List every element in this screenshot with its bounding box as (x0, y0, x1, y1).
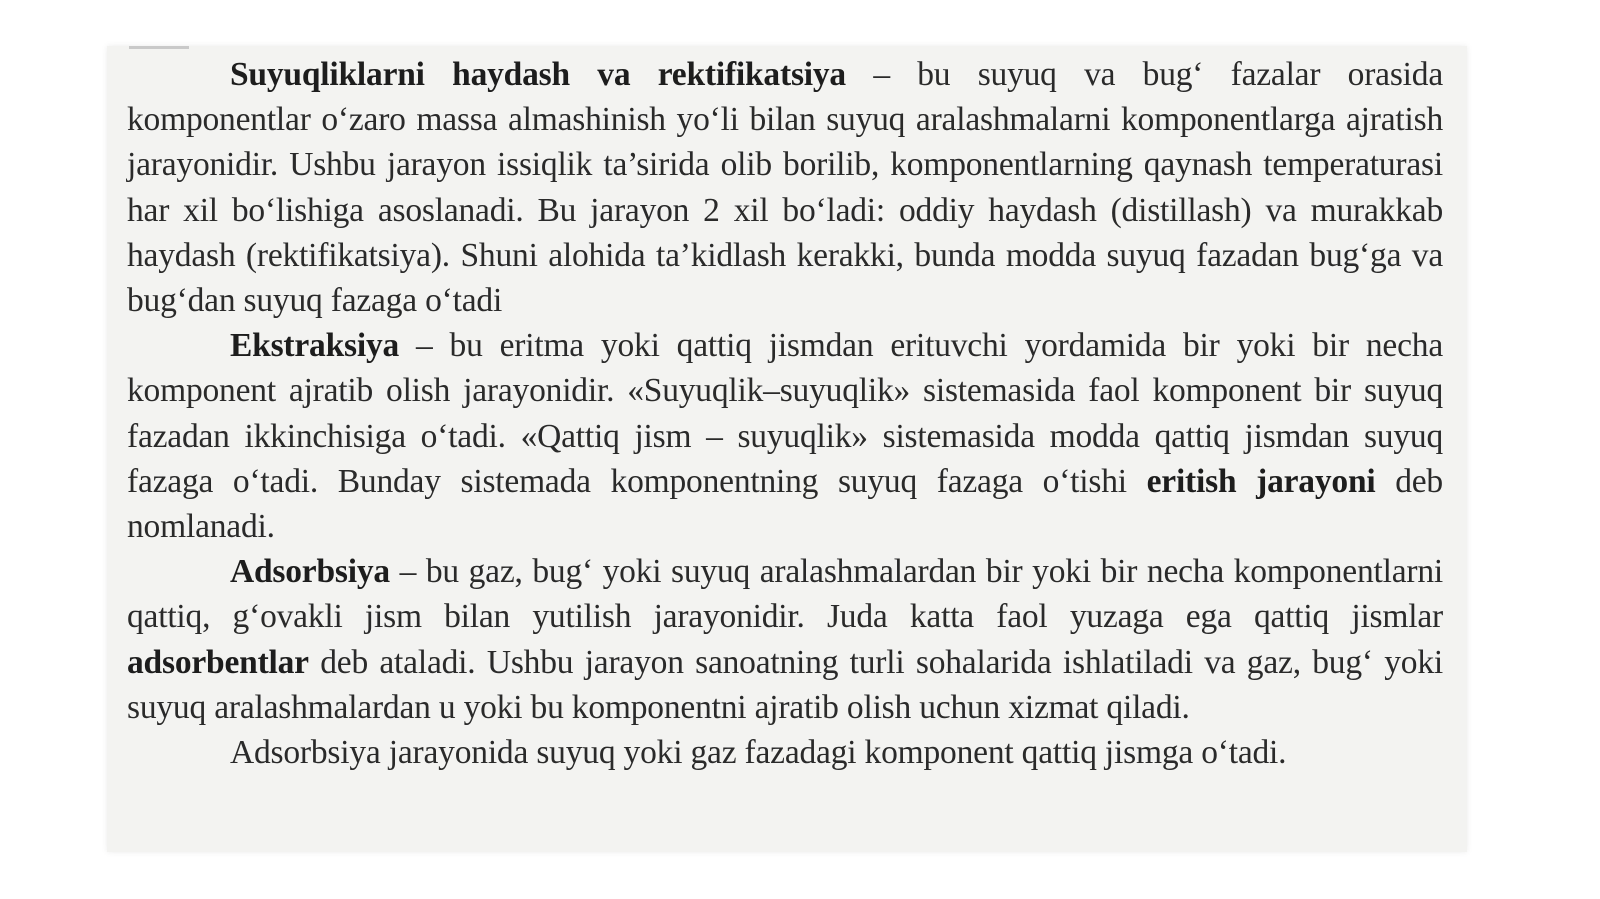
term-adsorbents: adsorbentlar (127, 643, 309, 681)
term-extraction: Ekstraksiya (230, 327, 400, 365)
document-body (127, 52, 1443, 775)
paragraph-adsorption (127, 549, 1443, 730)
paragraph-extraction (127, 323, 1443, 549)
paragraph-text: – bu eritma yoki qattiq jismdan erituvchi yordamida bir yoki bir necha komponent ajratib olish jarayonidir. «Suyuqlik–suyuqlik» sistemasida faol komponent bir suyuq fazadan ikkinchisiga o‘tadi. «Qattiq jism – suyuqlik» sistemasida modda qattiq jismdan suyuq fazaga o‘tadi. Bunday sistemada komponentning suyuq fazaga o‘tishi (127, 327, 1443, 500)
paragraph-text: – bu suyuq va bug‘ fazalar orasida komponentlar o‘zaro massa almashinish yo‘li bilan suyuq aralashmalarni komponentlarga ajratish jarayonidir. Ushbu jarayon issiqlik ta’sirida olib borilib, komponentlarning qaynash temperaturasi har xil bo‘lishiga asoslanadi. Bu jarayon 2 xil bo‘ladi: oddiy haydash (distillash) va murakkab haydash (rektifikatsiya). Shuni alohida ta’kidlash kerakki, bunda modda suyuq fazadan bug‘ga va bug‘dan suyuq fazaga o‘tadi (127, 56, 1443, 320)
paragraph-distillation (127, 52, 1443, 323)
term-adsorption: Adsorbsiya (230, 553, 390, 591)
paragraph-text: deb nomlanadi. (127, 462, 1443, 546)
scanned-page (107, 46, 1467, 852)
term-dissolution-process: eritish jarayoni (1146, 462, 1376, 500)
scan-artifact (129, 46, 189, 49)
paragraph-text: Adsorbsiya jarayonida suyuq yoki gaz fazadagi komponent qattiq jismga o‘tadi. (230, 734, 1287, 772)
paragraph-text: – bu gaz, bug‘ yoki suyuq aralashmalardan bir yoki bir necha komponentlarni qattiq, g‘ovakli jism bilan yutilish jarayonidir. Juda katta faol yuzaga ega qattiq jismlar (127, 553, 1443, 636)
paragraph-adsorption-summary (127, 730, 1443, 775)
paragraph-text: deb ataladi. Ushbu jarayon sanoatning turli sohalarida ishlatiladi va gaz, bug‘ yoki suyuq aralashmalardan u yoki bu komponentni ajratib olish uchun xizmat qiladi. (127, 643, 1443, 726)
term-distillation: Suyuqliklarni haydash va rektifikatsiya (230, 56, 846, 93)
